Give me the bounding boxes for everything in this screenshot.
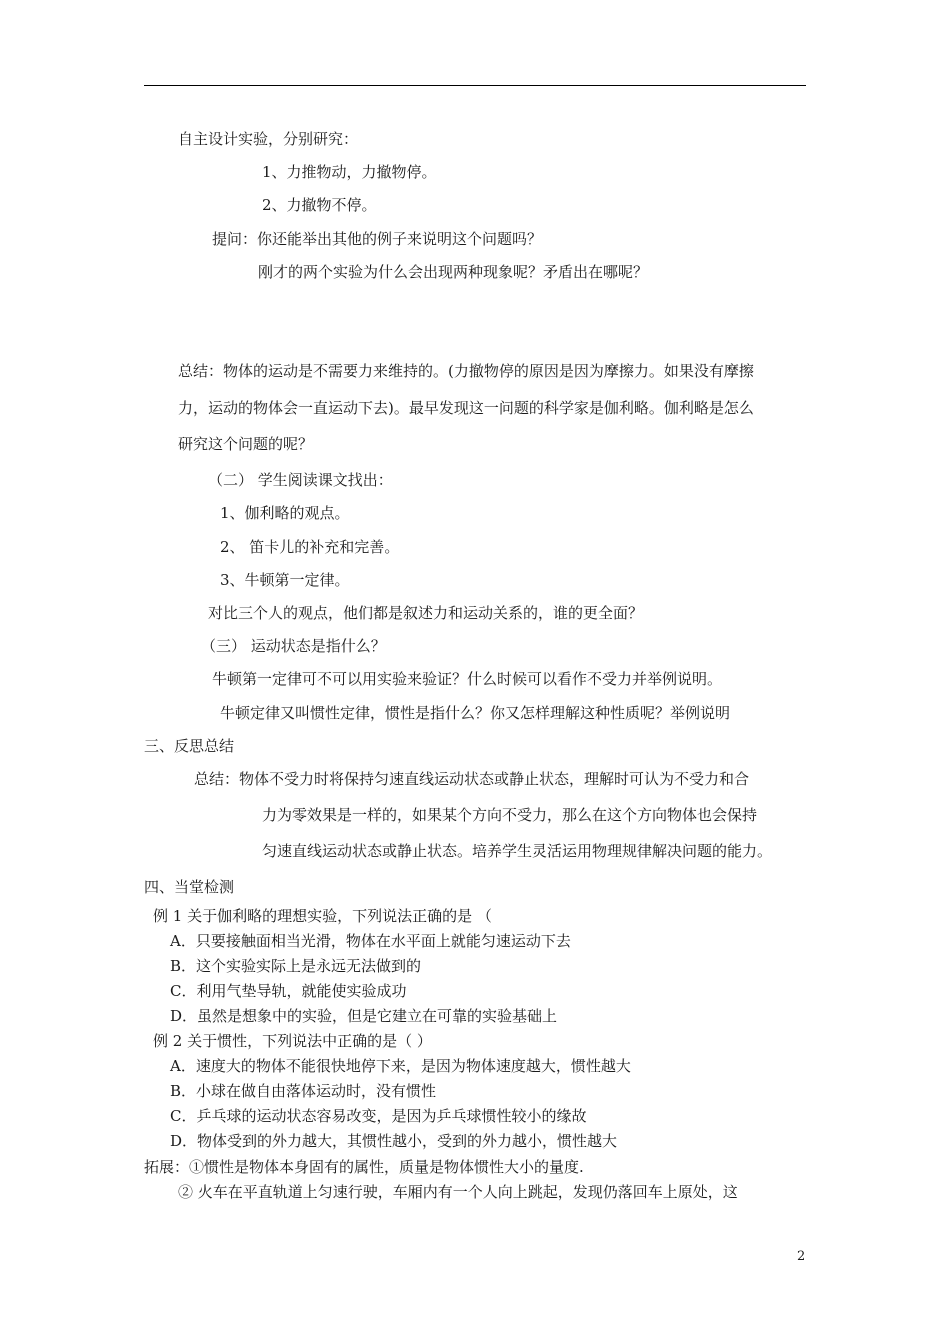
page-number: 2	[797, 1249, 806, 1264]
example-1-option-c: C．利用气垫导轨，就能使实验成功	[170, 982, 407, 1000]
text-line-9: （二） 学生阅读课文找出：	[208, 471, 393, 489]
text-line-15: 牛顿第一定律可不可以用实验来验证？什么时候可以看作不受力并举例说明。	[212, 670, 723, 688]
text-line-2: 1、力推物动，力撤物停。	[262, 163, 437, 181]
example-2-option-c: C．乒乓球的运动状态容易改变，是因为乒乓球惯性较小的缘故	[170, 1107, 587, 1125]
text-line-5: 刚才的两个实验为什么会出现两种现象呢？矛盾出在哪呢？	[258, 263, 649, 281]
section-heading-reflection: 三、反思总结	[144, 737, 235, 755]
example-2-option-a: A．速度大的物体不能很快地停下来，是因为物体速度越大，惯性越大	[170, 1057, 631, 1075]
section-heading-check: 四、当堂检测	[144, 878, 235, 896]
text-line-18: 总结：物体不受力时将保持匀速直线运动状态或静止状态，理解时可认为不受力和合	[194, 770, 750, 788]
text-line-10: 1、伽利略的观点。	[220, 504, 350, 522]
header-rule	[144, 85, 806, 86]
text-line-8: 研究这个问题的呢？	[178, 435, 314, 453]
text-line-11: 2、 笛卡儿的补充和完善。	[220, 538, 400, 556]
example-2-question: 例 2 关于惯性，下列说法中正确的是（ ）	[153, 1032, 432, 1050]
example-1-question: 例 1 关于伽利略的理想实验，下列说法正确的是 （	[153, 907, 492, 925]
example-1-option-d: D．虽然是想象中的实验，但是它建立在可靠的实验基础上	[170, 1007, 558, 1025]
example-2-option-b: B．小球在做自由落体运动时，没有惯性	[170, 1082, 437, 1100]
text-line-20: 匀速直线运动状态或静止状态。培养学生灵活运用物理规律解决问题的能力。	[262, 842, 773, 860]
text-line-16: 牛顿定律又叫惯性定律，惯性是指什么？你又怎样理解这种性质呢？举例说明	[220, 704, 731, 722]
extension-line-1: 拓展：①惯性是物体本身固有的属性，质量是物体惯性大小的量度.	[144, 1158, 584, 1176]
extension-line-2: ② 火车在平直轨道上匀速行驶，车厢内有一个人向上跳起，发现仍落回车上原处，这	[178, 1183, 738, 1201]
example-2-option-d: D．物体受到的外力越大，其惯性越小，受到的外力越小，惯性越大	[170, 1132, 618, 1150]
text-line-14: （三） 运动状态是指什么？	[201, 637, 386, 655]
text-line-4: 提问：你还能举出其他的例子来说明这个问题吗？	[212, 230, 543, 248]
text-line-3: 2、力撤物不停。	[262, 196, 377, 214]
example-1-option-a: A．只要接触面相当光滑，物体在水平面上就能匀速运动下去	[170, 932, 571, 950]
text-line-12: 3、牛顿第一定律。	[220, 571, 350, 589]
text-line-19: 力为零效果是一样的，如果某个方向不受力，那么在这个方向物体也会保持	[262, 806, 758, 824]
text-line-13: 对比三个人的观点，他们都是叙述力和运动关系的，谁的更全面？	[208, 604, 644, 622]
text-line-7: 力，运动的物体会一直运动下去)。最早发现这一问题的科学家是伽利略。伽利略是怎么	[178, 399, 754, 417]
example-1-option-b: B．这个实验实际上是永远无法做到的	[170, 957, 422, 975]
text-line-1: 自主设计实验，分别研究：	[178, 130, 359, 148]
text-line-6: 总结：物体的运动是不需要力来维持的。(力撤物停的原因是因为摩擦力。如果没有摩擦	[178, 362, 754, 380]
